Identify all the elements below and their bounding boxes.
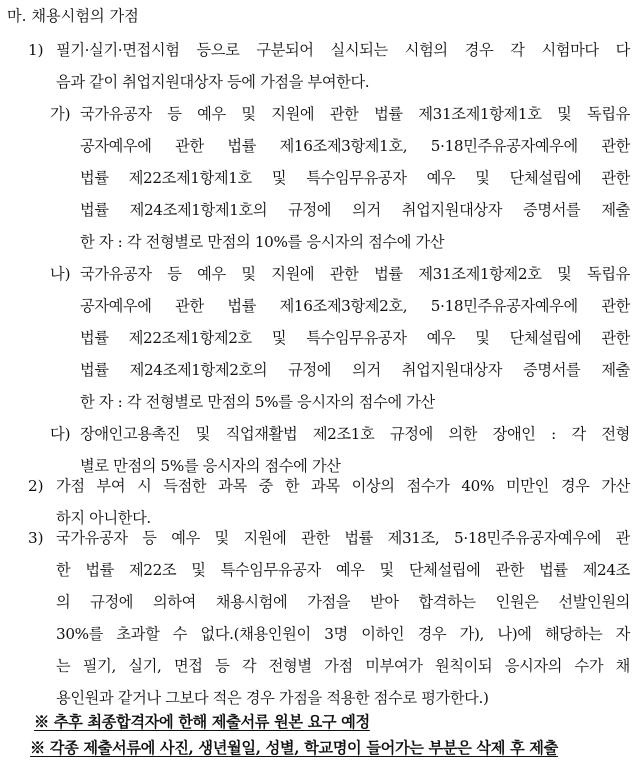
subitem-na-line-2: 공자예우에 관한 법률 제16조제3항제2호, 5·18민주유공자예우에 관한 (80, 297, 630, 315)
subitem-na-line-1: 국가유공자 등 예우 및 지원에 관한 법률 제31조제1항제2호 및 독립유 (80, 265, 630, 283)
subitem-ga-line-2: 공자예우에 관한 법률 제16조제3항제1호, 5·18민주유공자예우에 관한 (80, 137, 630, 155)
notice-original-documents-line: ※ 추후 최종합격자에 한해 제출서류 원본 요구 예정 (34, 713, 370, 731)
subitem-ga-line-5: 한 자 : 각 전형별로 만점의 10%를 응시자의 점수에 가산 (80, 233, 445, 251)
item-3-line-4: 30%를 초과할 수 없다.(채용인원이 3명 이하인 경우 가), 나)에 해당하는 자 (56, 625, 630, 643)
subitem-ga-line-3: 법률 제22조제1항제1호 및 특수임무유공자 예우 및 단체설립에 관한 (80, 169, 630, 187)
subitem-na-line-3: 법률 제22조제1항제2호 및 특수임무유공자 예우 및 단체설립에 관한 (80, 329, 630, 347)
item-3-line-3: 의 규정에 의하여 채용시험에 가점을 받아 합격하는 인원은 선발인원의 (56, 593, 630, 611)
item-3-line-2: 한 법률 제22조 및 특수임무유공자 예우 및 단체설립에 관한 법률 제24조 (56, 561, 630, 579)
item-3-line-6: 용인원과 같거나 그보다 적은 경우 가점을 적용한 점수로 평가한다.) (56, 689, 489, 707)
subitem-da-marker: 다) (50, 425, 71, 443)
subitem-na-line-5: 한 자 : 각 전형별로 만점의 5%를 응시자의 점수에 가산 (80, 393, 435, 411)
subitem-ga-line-1: 국가유공자 등 예우 및 지원에 관한 법률 제31조제1항제1호 및 독립유 (80, 105, 630, 123)
item-3-marker: 3) (28, 529, 44, 547)
subitem-na-line-4: 법률 제24조제1항제2호의 규정에 의거 취업지원대상자 증명서를 제출 (80, 361, 630, 379)
item-2-marker: 2) (28, 477, 44, 495)
item-1-line-2: 음과 같이 취업지원대상자 등에 가점을 부여한다. (56, 73, 370, 91)
subitem-ga-marker: 가) (50, 105, 71, 123)
item-3-line-1: 국가유공자 등 예우 및 지원에 관한 법률 제31조, 5·18민주유공자예우에 관 (56, 529, 630, 547)
subitem-ga-line-4: 법률 제24조제1항제1호의 규정에 의거 취업지원대상자 증명서를 제출 (80, 201, 630, 219)
item-2-line-2: 하지 아니한다. (56, 509, 151, 527)
subitem-da-line-2: 별로 만점의 5%를 응시자의 점수에 가산 (80, 457, 341, 475)
section-heading: 마. 채용시험의 가점 (7, 7, 139, 25)
item-3-line-5: 는 필기, 실기, 면접 등 각 전형별 가점 미부여가 원칙이되 응시자의 수가 채 (56, 657, 630, 675)
subitem-da-line-1: 장애인고용촉진 및 직업재활법 제2조1호 규정에 의한 장애인 : 각 전형 (80, 425, 630, 443)
item-1-line-1: 필기·실기·면접시험 등으로 구분되어 실시되는 시험의 경우 각 시험마다 다 (56, 41, 630, 59)
notice-remove-personal-info-line: ※ 각종 제출서류에 사진, 생년월일, 성별, 학교명이 들어가는 부분은 삭제 후 제출 (30, 739, 558, 757)
item-2-line-1: 가점 부여 시 득점한 과목 중 한 과목 이상의 점수가 40% 미만인 경우 가산 (56, 477, 630, 495)
subitem-na-marker: 나) (50, 265, 71, 283)
item-1-marker: 1) (28, 41, 44, 59)
